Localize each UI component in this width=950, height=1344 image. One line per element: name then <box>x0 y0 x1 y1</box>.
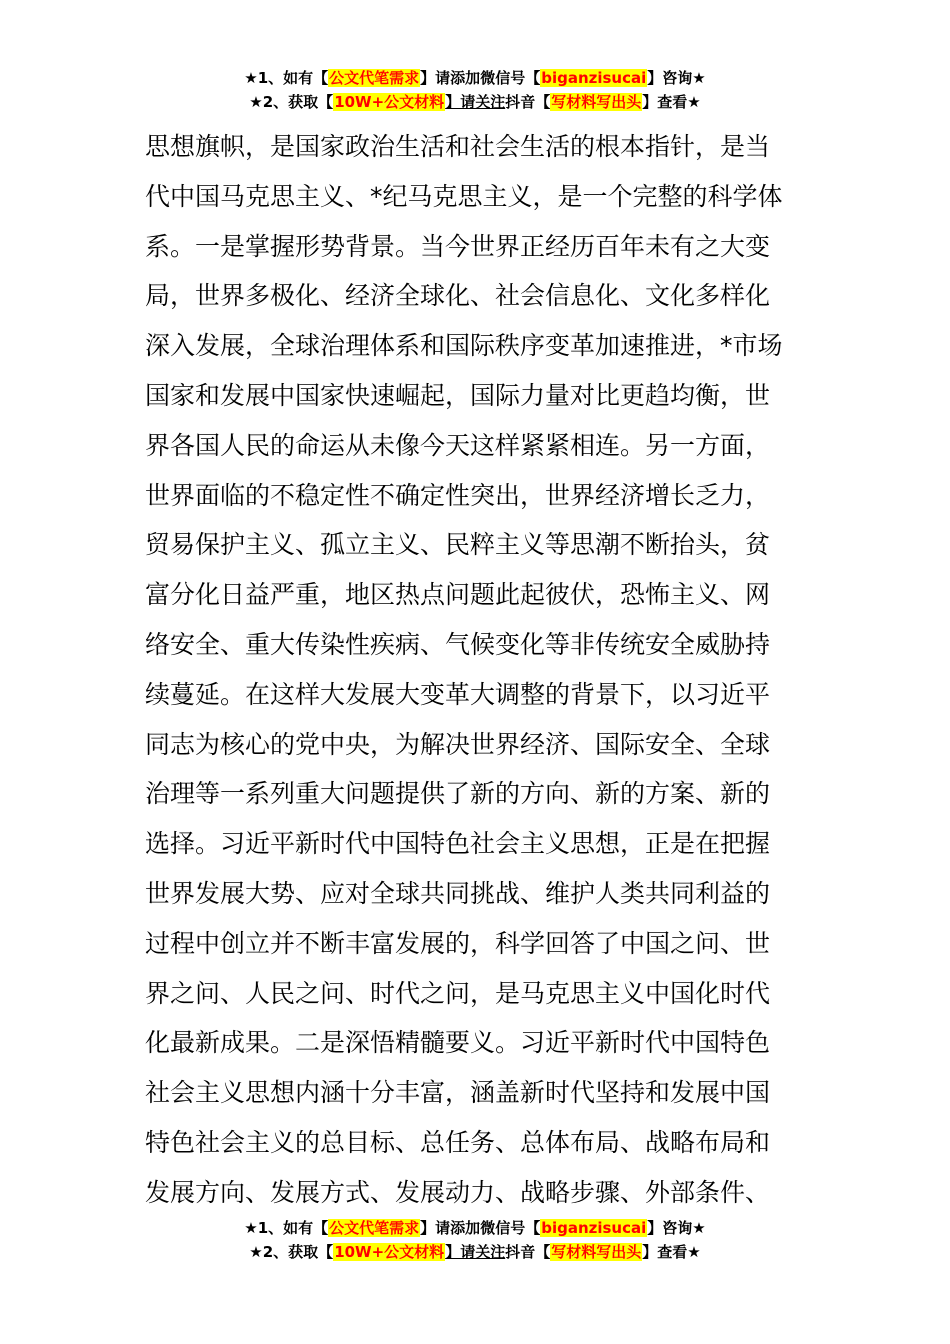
body-line: 化最新成果。二是深悟精髓要义。习近平新时代中国特色 <box>145 1028 771 1058</box>
highlight-materials: 10W+公文材料 <box>334 1243 445 1261</box>
banner-text: 】请添加 <box>420 1219 481 1237</box>
banner-text: 】咨询 <box>647 69 693 87</box>
star-icon: ★ <box>244 1219 258 1237</box>
banner-text: 】请关注 <box>445 1243 506 1261</box>
body-line: 富分化日益严重，地区热点问题此起彼伏，恐怖主义、网 <box>145 580 771 610</box>
body-line: 特色社会主义的总目标、总任务、总体布局、战略布局和 <box>145 1127 771 1157</box>
banner-text: 2、获取【 <box>262 1243 334 1261</box>
star-icon: ★ <box>244 69 258 87</box>
body-line: 代中国马克思主义、*纪马克思主义，是一个完整的科学体 <box>145 181 783 211</box>
banner-text: 抖音【 <box>505 93 551 111</box>
highlight-ghostwriting: 公文代笔需求 <box>329 1219 420 1237</box>
body-line: 发展方向、发展方式、发展动力、战略步骤、外部条件、 <box>145 1177 771 1207</box>
body-line: 社会主义思想内涵十分丰富，涵盖新时代坚持和发展中国 <box>145 1078 771 1108</box>
highlight-wechat-id: biganzisucai <box>541 1219 647 1237</box>
banner-text: 微信号【 <box>480 1219 541 1237</box>
body-line: 国家和发展中国家快速崛起，国际力量对比更趋均衡，世 <box>145 380 771 410</box>
footer-banner <box>0 1216 950 1264</box>
star-icon: ★ <box>687 93 701 111</box>
banner-text: 1、如有【 <box>257 69 329 87</box>
body-line: 过程中创立并不断丰富发展的，科学回答了中国之问、世 <box>145 928 771 958</box>
body-line: 思想旗帜，是国家政治生活和社会生活的根本指针，是当 <box>145 132 771 161</box>
body-line: 世界面临的不稳定性不确定性突出，世界经济增长乏力， <box>145 480 771 510</box>
highlight-ghostwriting: 公文代笔需求 <box>329 69 420 87</box>
highlight-douyin-account: 写材料写出头 <box>551 1243 642 1261</box>
body-line: 世界发展大势、应对全球共同挑战、维护人类共同利益的 <box>145 878 771 908</box>
banner-text: 】请关注 <box>445 93 506 111</box>
banner-line-2 <box>0 90 950 114</box>
highlight-wechat-id: biganzisucai <box>541 69 647 87</box>
banner-text: 2、获取【 <box>262 93 334 111</box>
body-line: 贸易保护主义、孤立主义、民粹主义等思潮不断抬头，贫 <box>145 530 771 560</box>
banner-text: 】查看 <box>642 93 688 111</box>
banner-text: 】查看 <box>642 1243 688 1261</box>
star-icon: ★ <box>692 1219 706 1237</box>
document-body <box>145 122 810 1218</box>
body-line: 续蔓延。在这样大发展大变革大调整的背景下，以习近平 <box>145 679 771 709</box>
body-line: 界各国人民的命运从未像今天这样紧紧相连。另一方面， <box>145 430 771 460</box>
banner-line-1 <box>0 1216 950 1240</box>
banner-line-2 <box>0 1240 950 1264</box>
star-icon: ★ <box>692 69 706 87</box>
banner-text: 】请添加 <box>420 69 481 87</box>
highlight-douyin-account: 写材料写出头 <box>551 93 642 111</box>
body-line: 界之问、人民之问、时代之问，是马克思主义中国化时代 <box>145 978 771 1008</box>
highlight-materials: 10W+公文材料 <box>334 93 445 111</box>
body-line: 系。一是掌握形势背景。当今世界正经历百年未有之大变 <box>145 231 771 261</box>
body-line: 同志为核心的党中央，为解决世界经济、国际安全、全球 <box>145 729 771 759</box>
body-line: 治理等一系列重大问题提供了新的方向、新的方案、新的 <box>145 779 771 809</box>
body-line: 局，世界多极化、经济全球化、社会信息化、文化多样化 <box>145 281 771 311</box>
banner-text: 1、如有【 <box>257 1219 329 1237</box>
banner-text: 微信号【 <box>480 69 541 87</box>
star-icon: ★ <box>249 93 263 111</box>
body-line: 深入发展，全球治理体系和国际秩序变革加速推进，*市场 <box>145 331 783 361</box>
body-line: 选择。习近平新时代中国特色社会主义思想，正是在把握 <box>145 829 771 859</box>
star-icon: ★ <box>687 1243 701 1261</box>
body-line: 络安全、重大传染性疾病、气候变化等非传统安全威胁持 <box>145 629 771 659</box>
banner-text: 】咨询 <box>647 1219 693 1237</box>
header-banner <box>0 66 950 114</box>
star-icon: ★ <box>249 1243 263 1261</box>
banner-text: 抖音【 <box>505 1243 551 1261</box>
banner-line-1 <box>0 66 950 90</box>
